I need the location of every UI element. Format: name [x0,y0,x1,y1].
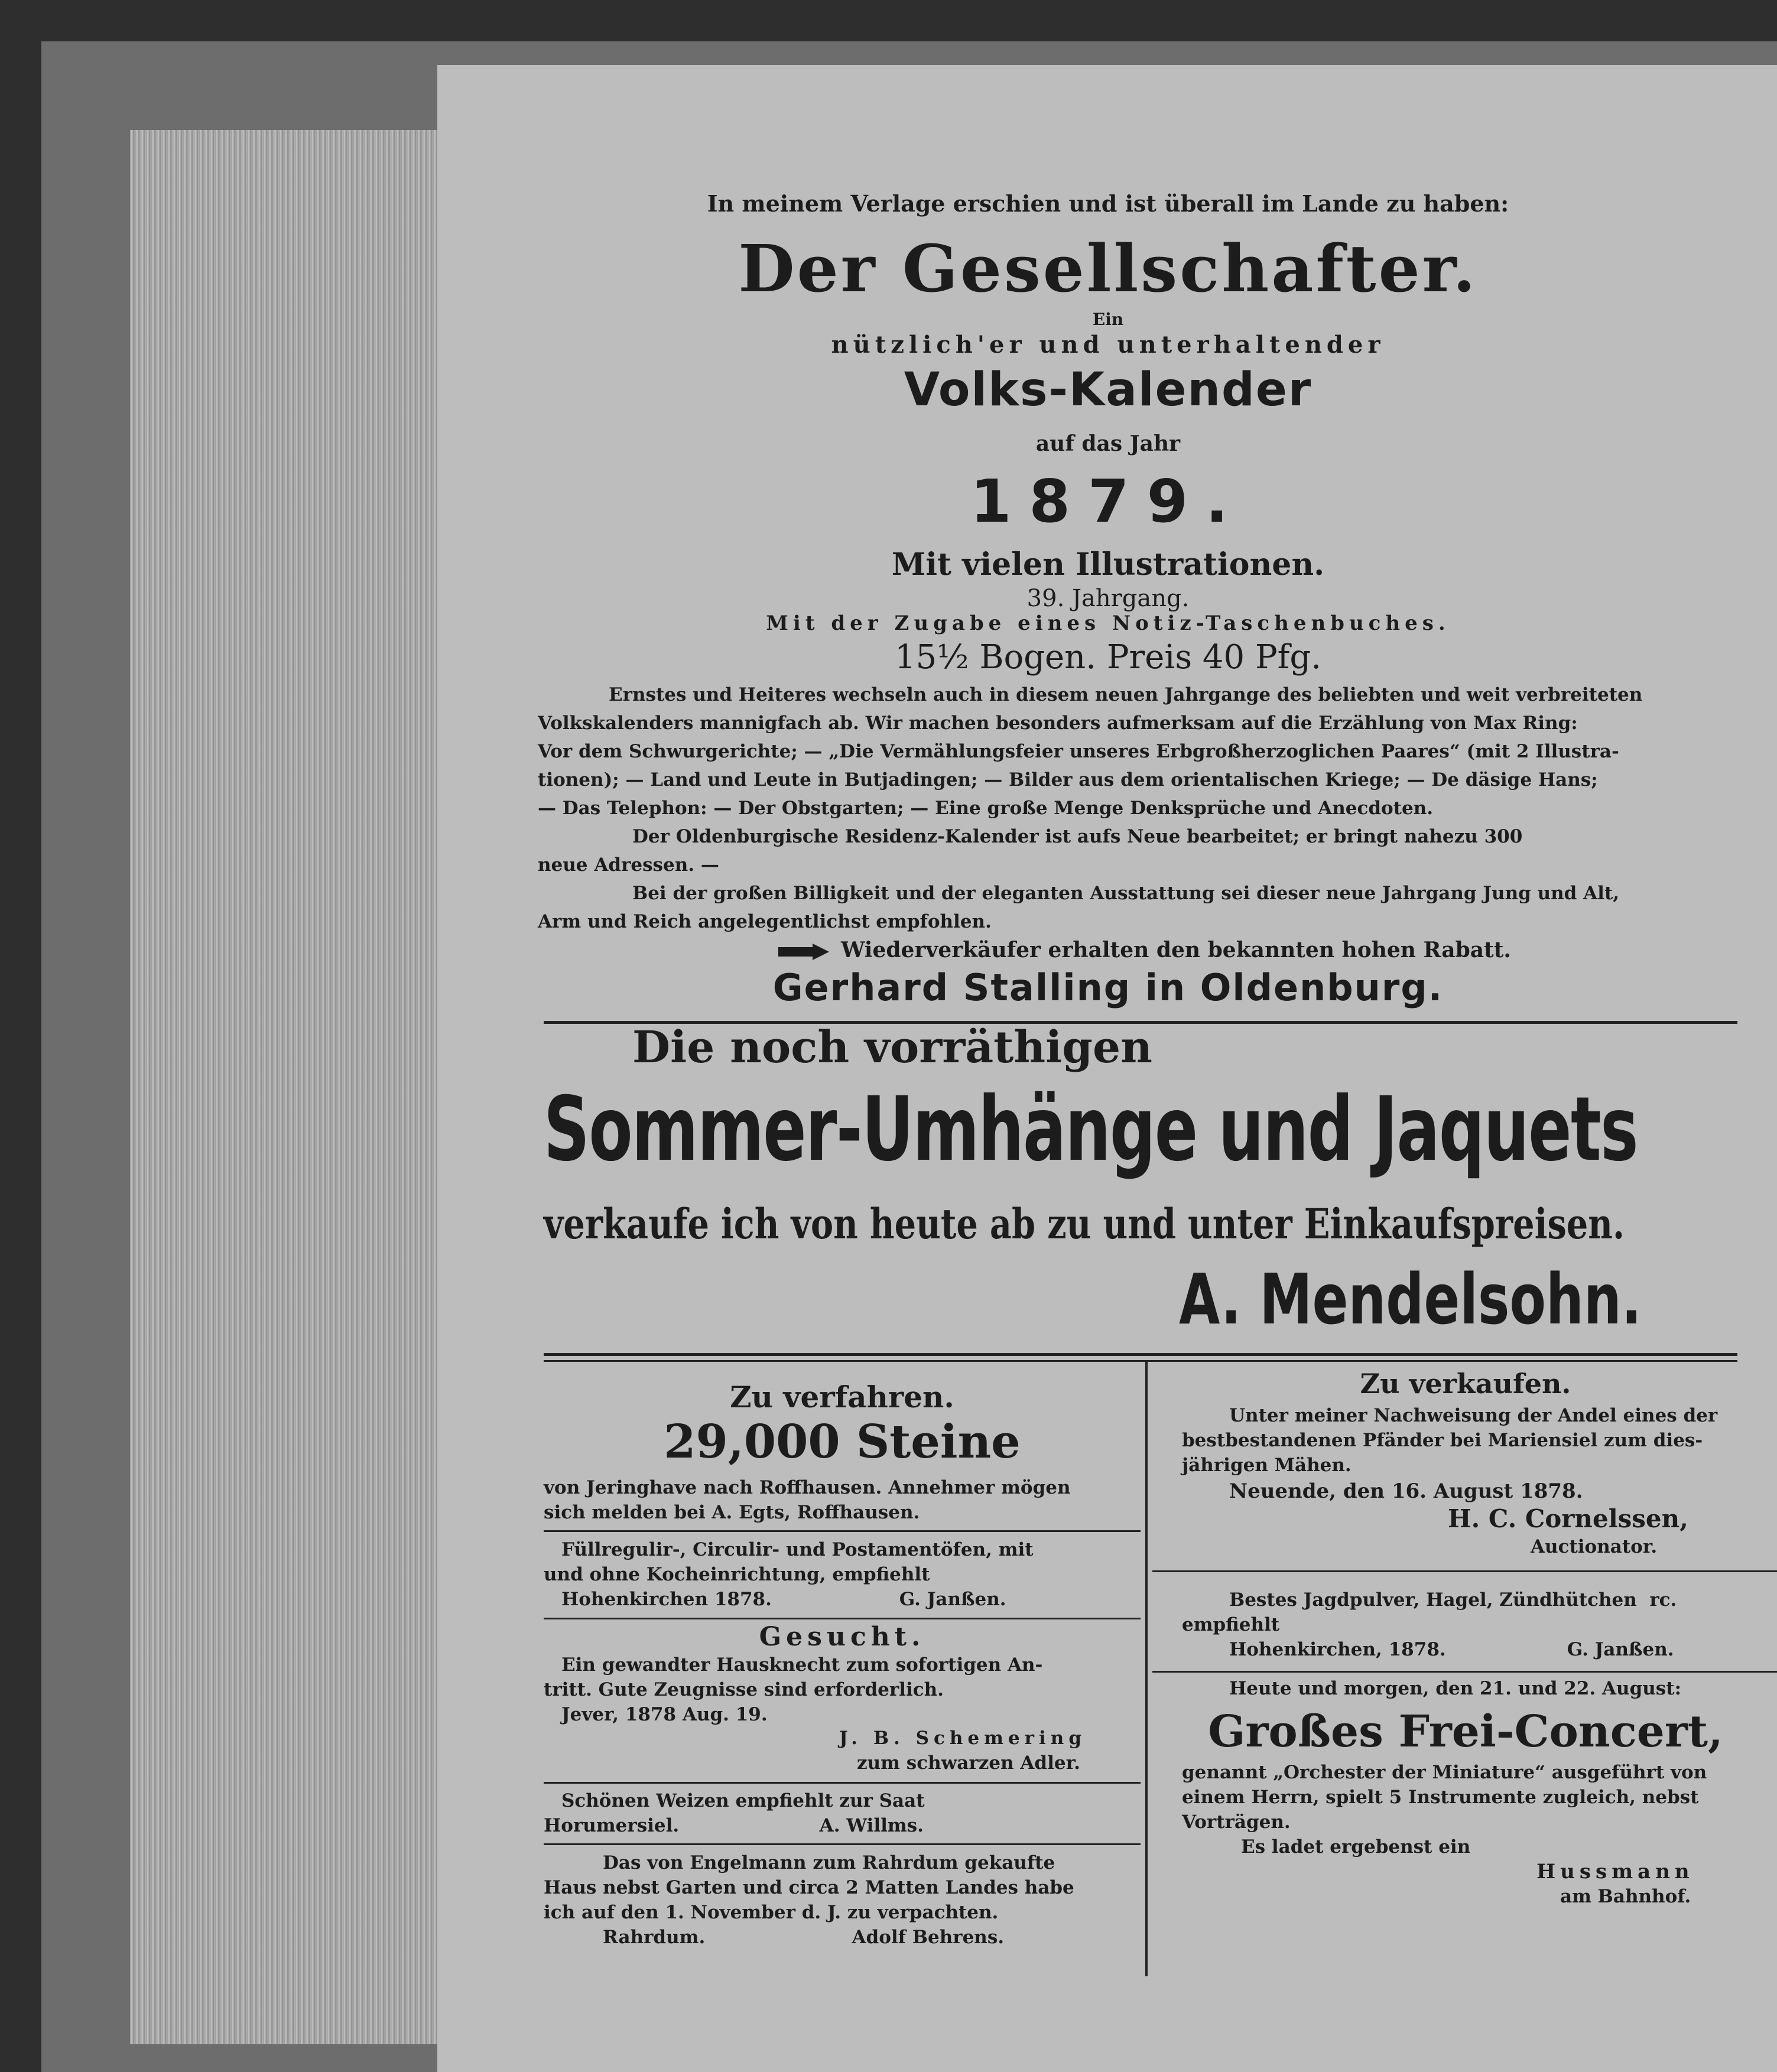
weizen-line: Horumersiel. A. Willms. [544,1815,924,1836]
gesucht-line: tritt. Gute Zeugnisse sind erforderlich. [544,1679,944,1700]
oefen-line: Hohenkirchen 1878. G. Janßen. [561,1589,1006,1610]
haus-line: Haus nebst Garten und circa 2 Matten Landes habe [544,1877,1074,1898]
jagd-line: Hohenkirchen, 1878. G. Janßen. [1229,1639,1674,1660]
weizen-line: Schönen Weizen empfiehlt zur Saat [561,1790,925,1811]
body-line: Arm und Reich angelegentlichst empfohlen. [538,911,992,932]
verkaufen-line: bestbestandenen Pfänder bei Mariensiel zum dies- [1182,1430,1703,1451]
oefen-line: Füllregulir-, Circulir- und Postamentöfen, mit [561,1539,1034,1560]
divider [544,1782,1141,1784]
pointing-hand-icon [777,941,830,962]
steine-title: 29,000 Steine [664,1415,1021,1469]
gesucht-line: Ein gewandter Hausknecht zum sofortigen An- [561,1654,1043,1676]
concert-line: genannt „Orchester der Miniature“ ausgeführt von [1182,1762,1707,1783]
jagd-line: Bestes Jagdpulver, Hagel, Zündhütchen rc. [1229,1589,1677,1611]
mendelsohn-offer: verkaufe ich von heute ab zu und unter Einkaufspreisen. [544,1199,1625,1248]
steine-heading: Zu verfahren. [730,1380,954,1414]
verkaufen-signature: Auctionator. [1531,1536,1658,1557]
body-line: Vor dem Schwurgerichte; — „Die Vermählungsfeier unseres Erbgroßherzoglichen Paares“ (mit 2 Illustra- [538,741,1619,762]
verkaufen-heading: Zu verkaufen. [1360,1368,1571,1400]
divider [1152,1671,1777,1673]
concert-line: Es ladet ergebenst ein [1241,1836,1471,1858]
calendar-subtitle: nützlich'er und unterhaltender [831,331,1385,359]
verkaufen-line: jährigen Mähen. [1182,1455,1352,1476]
body-line: Der Oldenburgische Residenz-Kalender ist aufs Neue bearbeitet; er bringt nahezu 300 [632,826,1523,847]
concert-line: einem Herrn, spielt 5 Instrumente zugleich, nebst [1182,1787,1699,1808]
newspaper-page [437,65,1777,2072]
oefen-line: und ohne Kocheinrichtung, empfiehlt [544,1564,930,1585]
haus-line: Das von Engelmann zum Rahrdum gekaufte [603,1852,1055,1873]
page-edges [130,130,485,2044]
body-line: tionen); — Land und Leute in Butjadingen; — Bilder aus dem orientalischen Kriege; — De däsige Hans; [538,769,1598,791]
concert-line: Vorträgen. [1182,1811,1291,1833]
verkaufen-line: Unter meiner Nachweisung der Andel eines der [1229,1405,1718,1426]
divider [1152,1570,1777,1572]
jagd-line: empfiehlt [1182,1614,1280,1635]
gesucht-line: Jever, 1878 Aug. 19. [561,1704,768,1725]
body-line: Bei der großen Billigkeit und der eleganten Ausstattung sei dieser neue Jahrgang Jung und Alt, [632,883,1620,904]
rabatt-text: Wiederverkäufer erhalten den bekannten hohen Rabatt. [841,938,1511,962]
divider [544,1353,1737,1356]
haus-line: ich auf den 1. November d. J. zu verpachten. [544,1902,999,1923]
bogen-preis: 15½ Bogen. Preis 40 Pfg. [894,638,1321,676]
intro-line: In meinem Verlage erschien und ist überall im Lande zu haben: [707,190,1509,217]
body-line: — Das Telephon: — Der Obstgarten; — Eine große Menge Denksprüche und Anecdoten. [538,798,1434,819]
calendar-title: Der Gesellschafter. [738,230,1478,307]
rabatt-line [777,938,1511,962]
divider [544,1360,1737,1362]
body-line: Ernstes und Heiteres wechseln auch in diesem neuen Jahrgange des beliebten und weit verbreiteten [609,684,1643,705]
publisher-line: Gerhard Stalling in Oldenburg. [772,966,1444,1009]
concert-signature: am Bahnhof. [1560,1886,1691,1907]
body-line: Volkskalenders mannigfach ab. Wir machen besonders aufmerksam auf die Erzählung von Max Ring: [538,713,1578,734]
mendelsohn-intro: Die noch vorräthigen [632,1022,1152,1073]
steine-line: sich melden bei A. Egts, Roffhausen. [544,1502,920,1523]
verkaufen-signature: H. C. Cornelssen, [1448,1504,1688,1533]
gesucht-heading: Gesucht. [759,1622,925,1652]
kalender-heading: Volks-Kalender [904,363,1313,417]
divider [544,1843,1141,1845]
steine-line: von Jeringhave nach Roffhausen. Annehmer mögen [544,1477,1071,1498]
concert-signature: Hussmann [1536,1860,1694,1884]
year-intro: auf das Jahr [1035,431,1181,456]
gesucht-signature: J. B. Schemering [839,1728,1087,1749]
mendelsohn-signature: A. Mendelsohn. [1179,1258,1642,1340]
concert-title: Großes Frei-Concert, [1208,1706,1723,1757]
zugabe-line: Mit der Zugabe eines Notiz-Taschenbuches. [766,611,1450,635]
mendelsohn-headline: Sommer-Umhänge und Jaquets [544,1078,1638,1181]
calendar-year: 1879. [970,467,1246,536]
divider [544,1530,1141,1532]
concert-date: Heute und morgen, den 21. und 22. August: [1229,1678,1682,1699]
haus-line: Rahrdum. Adolf Behrens. [603,1927,1005,1948]
column-divider [1145,1362,1148,1976]
ein-label: Ein [1092,310,1124,329]
illustrations-line: Mit vielen Illustrationen. [891,547,1325,583]
jahrgang-line: 39. Jahrgang. [1026,585,1190,612]
gesucht-signature: zum schwarzen Adler. [857,1752,1080,1774]
verkaufen-line: Neuende, den 16. August 1878. [1229,1479,1583,1503]
body-line: neue Adressen. — [538,854,719,876]
divider [544,1618,1141,1619]
